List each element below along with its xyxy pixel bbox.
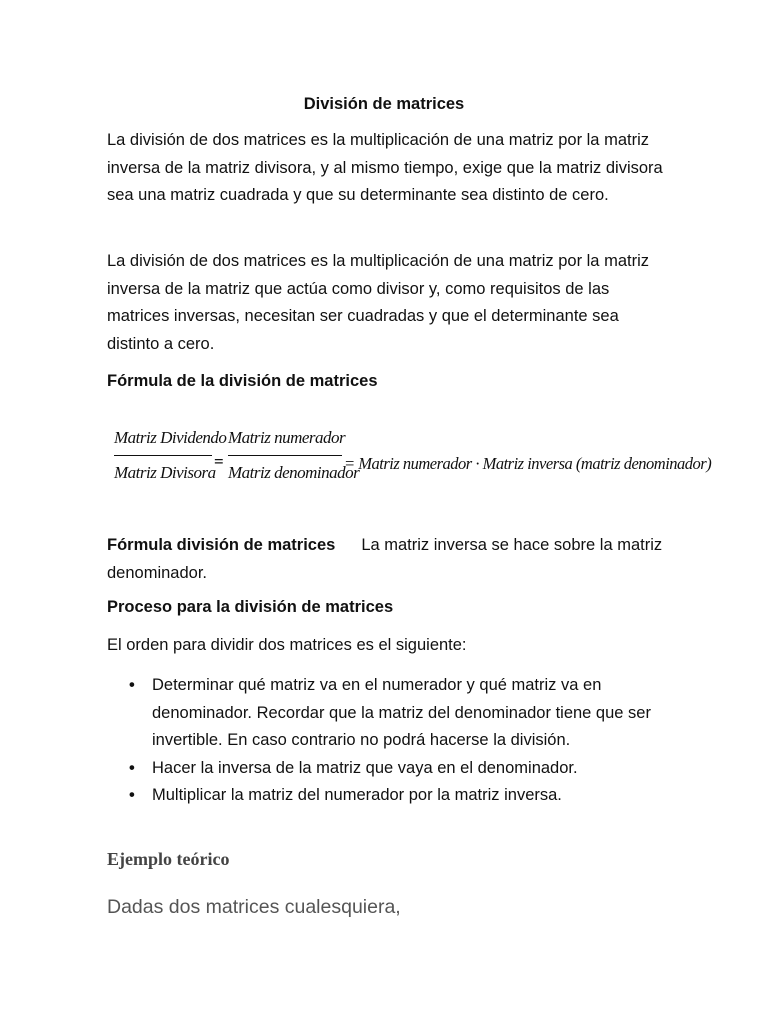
fraction-denominator: Matriz Divisora (114, 463, 216, 482)
list-item (107, 672, 667, 755)
caption-text: La matriz inversa se hace sobre la matriz denominador. (107, 536, 663, 582)
process-steps-list (107, 672, 667, 810)
bullet-icon: • (129, 758, 135, 777)
example-text: Dadas dos matrices cualesquiera, (107, 896, 401, 918)
paragraph-definition-2: La división de dos matrices es la multiplicación de una matriz por la matriz inversa de la matriz que actúa como divisor y, como requisitos de las matrices inversas, necesitan ser cuadradas y que el determinante sea distinto a cero. (107, 252, 649, 353)
document-title: División de matrices (303, 95, 465, 113)
list-item (107, 782, 667, 810)
fraction-numerator: Matriz numerador (228, 428, 346, 447)
caption-label: Fórmula división de matrices (107, 536, 336, 554)
bullet-icon: • (129, 786, 135, 805)
process-intro: El orden para dividir dos matrices es el siguiente: (107, 636, 467, 654)
fraction-denominator: Matriz denominador (228, 463, 360, 482)
step-text: Determinar qué matriz va en el numerador y qué matriz va en denominador. Recordar que la matriz del denominador tiene que ser invertible. En caso contrario no podrá hacerse la división. (152, 676, 651, 750)
step-text: Multiplicar la matriz del numerador por la matriz inversa. (152, 786, 562, 805)
fraction-numerador-denominador (228, 428, 360, 483)
formula-heading: Fórmula de la división de matrices (107, 372, 378, 390)
equals-sign: = (214, 452, 224, 471)
paragraph-definition-1: La división de dos matrices es la multiplicación de una matriz por la matriz inversa de la matriz divisora, y al mismo tiempo, exige que la matriz divisora sea una matriz cuadrada y que su determinante sea distinto de cero. (107, 131, 663, 205)
formula-caption (107, 532, 667, 587)
bullet-icon: • (129, 676, 135, 694)
process-heading: Proceso para la división de matrices (107, 598, 394, 616)
division-formula (114, 428, 712, 504)
example-heading: Ejemplo teórico (107, 849, 230, 869)
step-text: Hacer la inversa de la matriz que vaya en el denominador. (152, 758, 578, 777)
fraction-dividend-divisor (114, 428, 227, 483)
fraction-numerator: Matriz Dividendo (114, 428, 227, 447)
list-item (107, 755, 667, 783)
formula-result: = Matriz numerador · Matriz inversa (matriz denominador) (344, 454, 712, 473)
